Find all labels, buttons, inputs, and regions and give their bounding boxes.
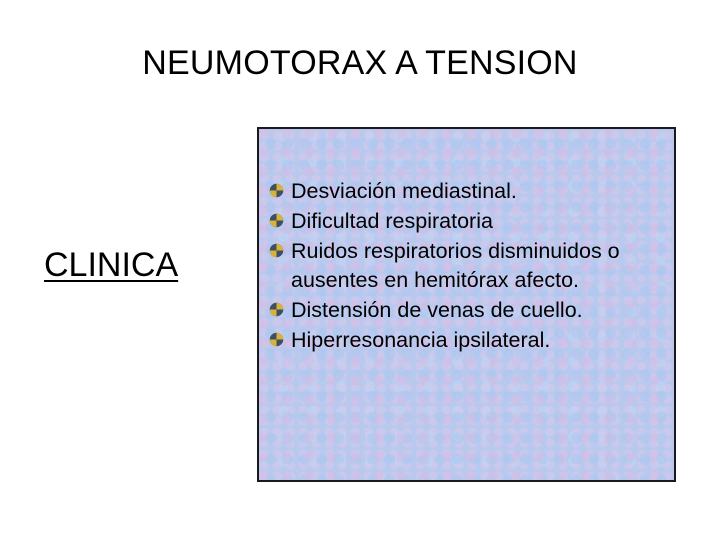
list-item [269,177,674,206]
quartered-sphere-icon [269,213,284,228]
slide-title: NEUMOTORAX A TENSION [142,44,578,82]
quartered-sphere-icon [269,243,284,258]
list-item [269,237,674,295]
bullet-text: Distensión de venas de cuello. [291,298,583,322]
quartered-sphere-icon [269,332,284,347]
quartered-sphere-icon [269,302,284,317]
quartered-sphere-icon [269,183,284,198]
list-item [269,326,674,355]
symptoms-list [269,177,674,356]
list-item [269,296,674,325]
bullet-text: Dificultad respiratoria [291,209,493,233]
bullet-text: Ruidos respiratorios disminuidos o ausentes en hemitórax afecto. [291,239,620,292]
bullet-text: Desviación mediastinal. [291,179,517,203]
symptoms-box [257,127,676,482]
section-label-clinica: CLINICA [44,246,179,284]
bullet-text: Hiperresonancia ipsilateral. [291,328,551,352]
list-item [269,207,674,236]
